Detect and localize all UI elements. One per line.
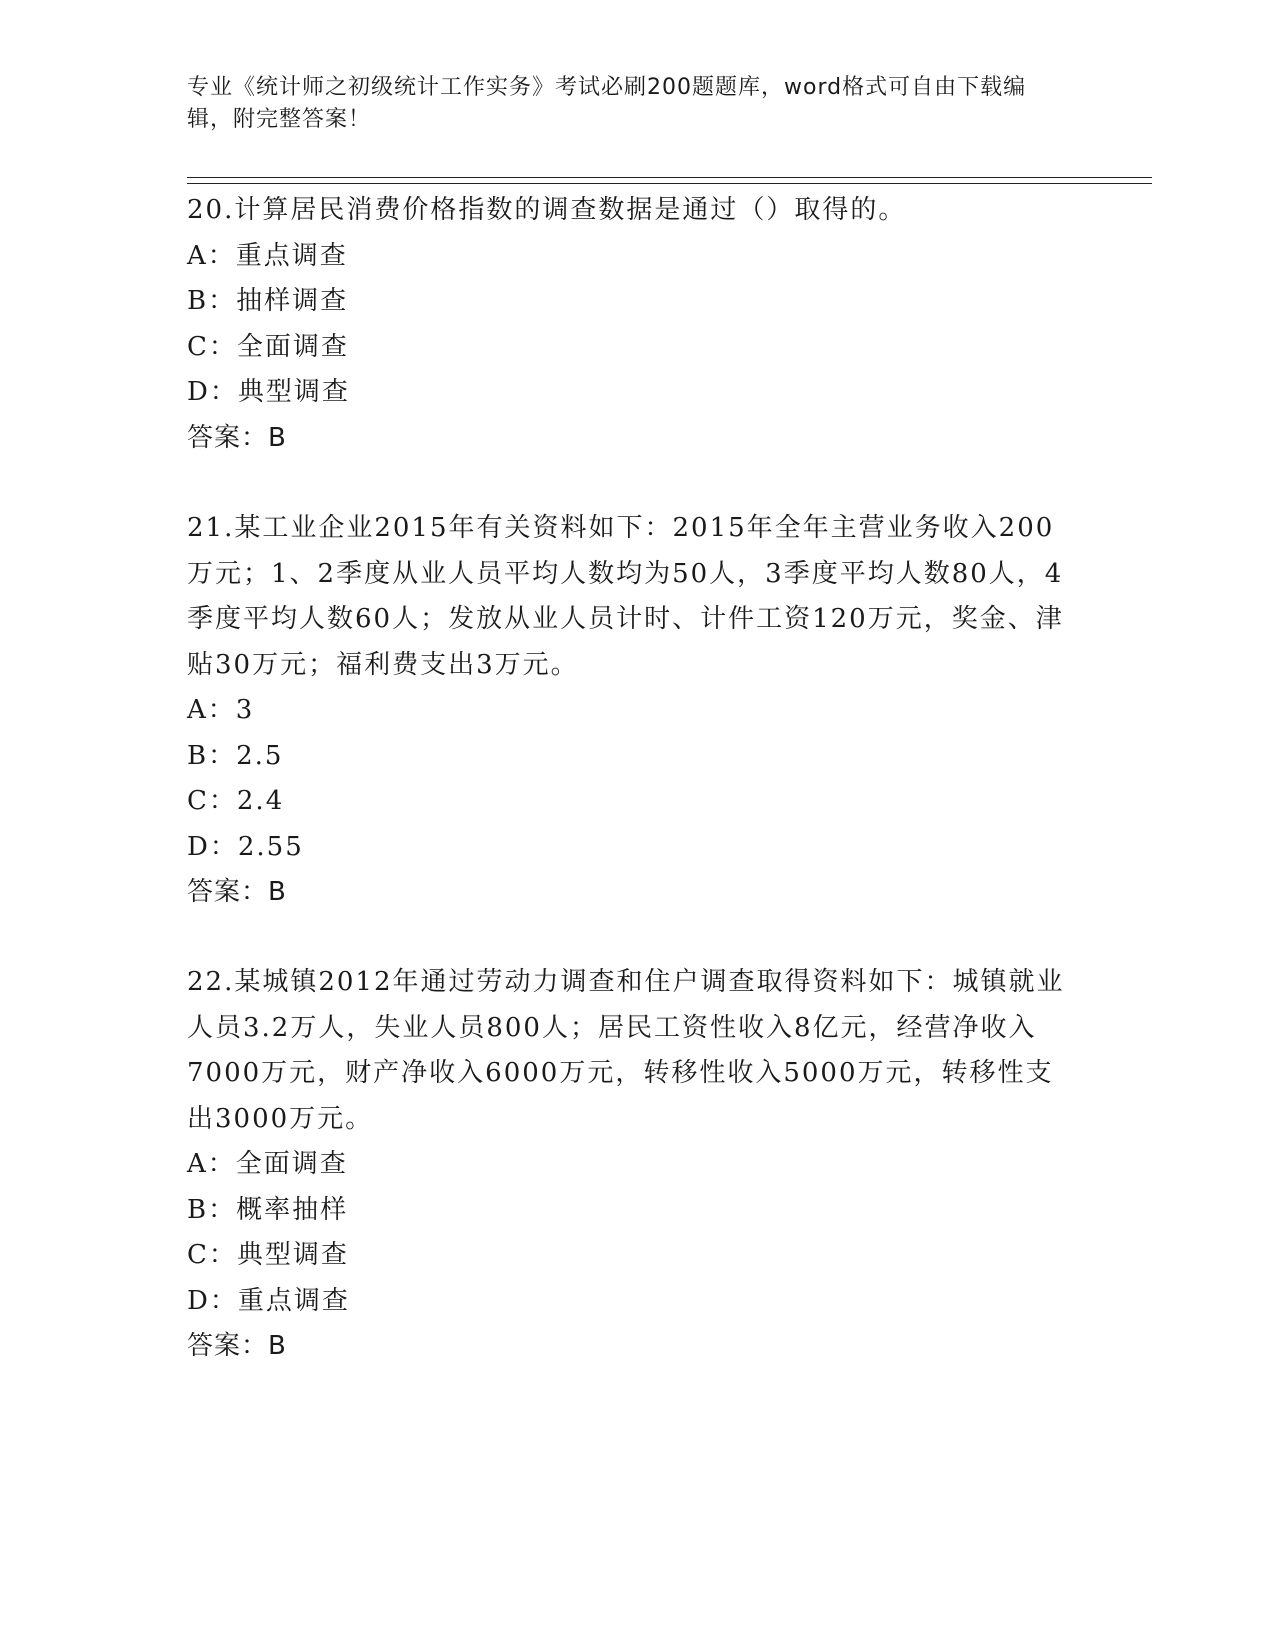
question-22 — [187, 960, 1067, 1370]
option-a: A：全面调查 — [187, 1149, 348, 1179]
option-d: D：2.55 — [187, 831, 304, 862]
option-a: A：重点调查 — [187, 240, 348, 271]
question-20 — [187, 188, 1067, 461]
header-divider-top — [187, 177, 1152, 178]
document-header: 专业《统计师之初级统计工作实务》考试必刷200题题库，word格式可自由下载编辑，附完整答案！ — [187, 75, 1027, 132]
option-b: B：概率抽样 — [187, 1194, 349, 1225]
question-stem: 20.计算居民消费价格指数的调查数据是通过（）取得的。 — [187, 195, 907, 225]
answer-line: 答案：B — [187, 877, 287, 907]
answer-line: 答案：B — [187, 422, 287, 453]
option-b: B：2.5 — [187, 740, 284, 771]
option-d: D：重点调查 — [187, 1285, 350, 1316]
question-stem: 22.某城镇2012年通过劳动力调查和住户调查取得资料如下：城镇就业人员3.2万人，失业人员800人；居民工资性收入8亿元，经营净收入7000万元，财产净收入6000万元，转移性收入5000万元，转移性支出3000万元。 — [187, 967, 1065, 1134]
header-divider-bottom — [187, 183, 1152, 184]
option-c: C：典型调查 — [187, 1240, 349, 1270]
option-d: D：典型调查 — [187, 377, 350, 407]
option-b: B：抽样调查 — [187, 286, 349, 316]
question-21 — [187, 506, 1067, 916]
option-a: A：3 — [187, 695, 255, 725]
question-stem: 21.某工业企业2015年有关资料如下：2015年全年主营业务收入200万元；1、2季度从业人员平均人数均为50人，3季度平均人数80人，4季度平均人数60人；发放从业人员计时、计件工资120万元，奖金、津贴30万元；福利费支出3万元。 — [187, 513, 1064, 680]
option-c: C：2.4 — [187, 786, 285, 816]
option-c: C：全面调查 — [187, 331, 349, 362]
answer-line: 答案：B — [187, 1331, 287, 1361]
